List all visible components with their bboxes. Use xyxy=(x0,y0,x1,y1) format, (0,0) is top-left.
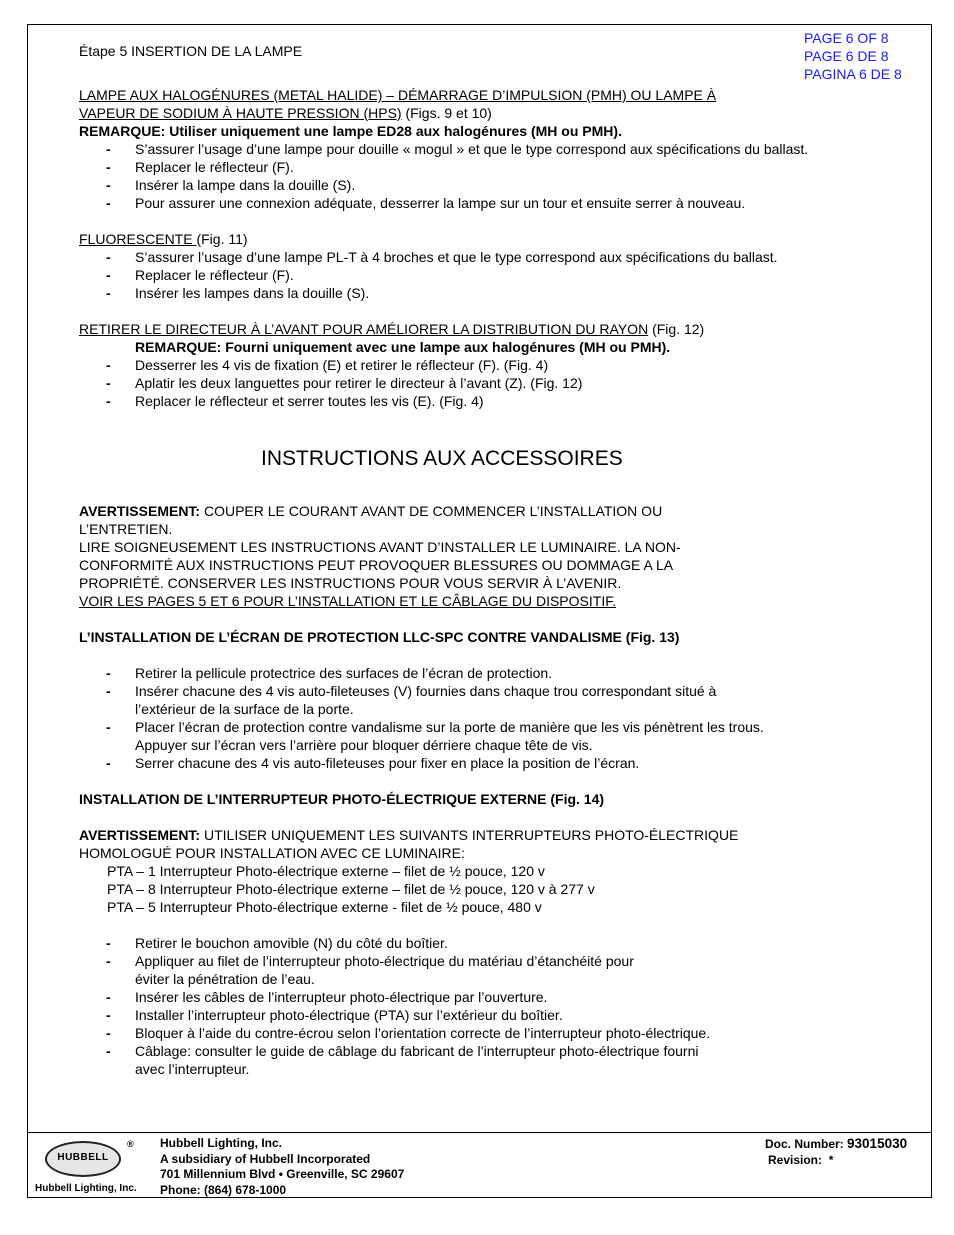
list-item: - Appliquer au filet de l’interrupteur photo-électrique du matériau d’étanchéité pour éviter la pénétration de l’eau. xyxy=(106,953,634,987)
revision-label: Revision: xyxy=(768,1152,823,1167)
company-name: Hubbell Lighting, Inc. xyxy=(160,1136,282,1150)
step-title: Étape 5 INSERTION DE LA LAMPE xyxy=(79,43,303,59)
document-body xyxy=(79,42,849,1078)
hubbell-logo xyxy=(45,1141,125,1181)
see-pages-note: VOIR LES PAGES 5 ET 6 POUR L’INSTALLATION ET LE CÂBLAGE DU DISPOSITIF. xyxy=(79,593,617,609)
shield-heading: L’INSTALLATION DE L’ÉCRAN DE PROTECTION LLC-SPC CONTRE VANDALISME (Fig. 13) xyxy=(79,629,680,645)
list-item: - Desserrer les 4 vis de fixation (E) et retirer le réflecteur (F). (Fig. 4) xyxy=(106,357,549,373)
photo-warning-label: AVERTISSEMENT: xyxy=(79,827,201,843)
list-item: - Replacer le réflecteur (F). xyxy=(106,159,294,175)
list-item: - Insérer chacune des 4 vis auto-fileteuses (V) fournies dans chaque trou correspondant situé à l’extérieur de la surface de la porte. xyxy=(106,683,717,717)
director-note: REMARQUE: Fourni uniquement avec une lampe aux halogénures (MH ou PMH). xyxy=(135,339,671,355)
list-item: - Aplatir les deux languettes pour retirer le directeur à l’avant (Z). (Fig. 12) xyxy=(106,375,583,391)
logo-text: HUBBELL xyxy=(57,1152,109,1163)
fluor-heading: FLUORESCENTE xyxy=(79,231,197,247)
model-line: PTA – 1 Interrupteur Photo-électrique externe – filet de ½ pouce, 120 v xyxy=(107,863,545,879)
company-subsidiary: A subsidiary of Hubbell Incorporated xyxy=(160,1151,371,1166)
doc-info xyxy=(765,1136,907,1168)
model-line: PTA – 5 Interrupteur Photo-électrique externe - filet de ½ pouce, 480 v xyxy=(107,899,542,915)
page-number-fr: PAGE 6 DE 8 xyxy=(804,48,889,64)
photo-section: INSTALLATION DE L’INTERRUPTEUR PHOTO-ÉLECTRIQUE EXTERNE (Fig. 14) AVERTISSEMENT: UTILISER UNIQUEMENT LES SUIVANTS INTERRUPTEURS PHOTO-ÉLECTRIQUE HOMOLOGUÉ POUR INSTALLATION AVEC CE LUMINAIRE: PTA – 1 Interrupteur Photo-électrique externe – filet de ½ pouce, 120 v PTA – 8 Interrupteur Photo-électrique externe – filet de ½ pouce, 120 v à 277 v PTA – 5 Interrupteur Photo-électrique externe - filet de ½ pouce, 480 v - Retirer le bouchon amovible (N) du côté du boîtier. - Appliquer au filet de l’interrupteur photo-électrique du matériau d’étanchéité pour éviter la pénétration de l’eau. - Insérer les câbles de l’interrupteur photo-électrique par l’ouverture. - Installer l’interrupteur photo-électrique (PTA) sur l’extérieur du boîtier. - Bloquer à l’aide du contre-écrou selon l’orientation correcte de l’interrupteur photo-électrique. - Câblage: consulter le guide de câblage du fabricant de l’interrupteur photo-électrique fourni avec l’interrupteur. xyxy=(79,790,849,1078)
doc-number-label: Doc. Number: xyxy=(765,1137,844,1151)
page-number-es: PAGINA 6 DE 8 xyxy=(804,66,902,82)
list-item: - Installer l’interrupteur photo-électrique (PTA) sur l’extérieur du boîtier. xyxy=(106,1007,563,1023)
list-item: - S’assurer l’usage d’une lampe pour douille « mogul » et que le type correspond aux spécifications du ballast. xyxy=(106,141,809,157)
list-item: - Replacer le réflecteur (F). xyxy=(106,267,294,283)
mh-note: REMARQUE: Utiliser uniquement une lampe ED28 aux halogénures (MH ou PMH). xyxy=(79,123,622,139)
list-item: - Retirer la pellicule protectrice des surfaces de l’écran de protection. xyxy=(106,665,553,681)
list-item: - Insérer les lampes dans la douille (S). xyxy=(106,285,370,301)
list-item: - Insérer les câbles de l’interrupteur photo-électrique par l’ouverture. xyxy=(106,989,548,1005)
doc-number: 93015030 xyxy=(847,1136,908,1151)
page-number-en: PAGE 6 OF 8 xyxy=(804,30,889,46)
list-item: - Serrer chacune des 4 vis auto-fileteuses pour fixer en place la position de l’écran. xyxy=(106,755,640,771)
list-item: - Retirer le bouchon amovible (N) du côté du boîtier. xyxy=(106,935,448,951)
company-phone: Phone: (864) 678-1000 xyxy=(160,1182,287,1197)
director-heading: RETIRER LE DIRECTEUR À L’AVANT POUR AMÉLIORER LA DISTRIBUTION DU RAYON xyxy=(79,321,649,337)
revision-value: * xyxy=(828,1152,834,1167)
list-item: - Insérer la lampe dans la douille (S). xyxy=(106,177,356,193)
company-info xyxy=(160,1136,404,1198)
list-item: - Replacer le réflecteur et serrer toutes les vis (E). (Fig. 4) xyxy=(106,393,484,409)
company-address: 701 Millennium Blvd • Greenville, SC 29607 xyxy=(160,1167,405,1181)
fluor-section: FLUORESCENTE (Fig. 11) - S’assurer l’usage d’une lampe PL-T à 4 broches et que le type correspond aux spécifications du ballast. - Replacer le réflecteur (F). - Insérer les lampes dans la douille (S). xyxy=(79,230,849,302)
list-item: - Bloquer à l’aide du contre-écrou selon l’orientation correcte de l’interrupteur photo-électrique. xyxy=(106,1025,711,1041)
registered-mark: ® xyxy=(127,1139,134,1149)
list-item: - Pour assurer une connexion adéquate, desserrer la lampe sur un tour et ensuite serrer à nouveau. xyxy=(106,195,746,211)
shield-section xyxy=(79,628,849,772)
mh-heading-ref: (Figs. 9 et 10) xyxy=(401,105,492,121)
list-item: - Câblage: consulter le guide de câblage du fabricant de l’interrupteur photo-électrique fourni avec l’interrupteur. xyxy=(106,1043,699,1077)
list-item: - S’assurer l’usage d’une lampe PL-T à 4 broches et que le type correspond aux spécifications du ballast. xyxy=(106,249,778,265)
photo-heading: INSTALLATION DE L’INTERRUPTEUR PHOTO-ÉLECTRIQUE EXTERNE (Fig. 14) xyxy=(79,791,605,807)
mh-heading-line1: LAMPE AUX HALOGÉNURES (METAL HALIDE) – DÉMARRAGE D’IMPULSION (PMH) OU LAMPE À xyxy=(79,87,717,103)
page-footer xyxy=(27,1132,932,1199)
mh-heading-line2: VAPEUR DE SODIUM À HAUTE PRESSION (HPS) xyxy=(79,105,402,121)
accessories-title: INSTRUCTIONS AUX ACCESSOIRES xyxy=(261,447,623,470)
warning-block: AVERTISSEMENT: COUPER LE COURANT AVANT DE COMMENCER L’INSTALLATION OU L’ENTRETIEN. LIRE SOIGNEUSEMENT LES INSTRUCTIONS AVANT D’INSTALLER LE LUMINAIRE. LA NON- CONFORMITÉ AUX INSTRUCTIONS PEUT PROVOQUER BLESSURES OU DOMMAGE A LA PROPRIÉTÉ. CONSERVER LES INSTRUCTIONS POUR VOUS SERVIR À L’AVENIR. VOIR LES PAGES 5 ET 6 POUR L’INSTALLATION ET LE CÂBLAGE DU DISPOSITIF. xyxy=(79,502,849,610)
director-section: RETIRER LE DIRECTEUR À L’AVANT POUR AMÉLIORER LA DISTRIBUTION DU RAYON (Fig. 12) REMARQUE: Fourni uniquement avec une lampe aux halogénures (MH ou PMH). - Desserrer les 4 vis de fixation (E) et retirer le réflecteur (F). (Fig. 4) - Aplatir les deux languettes pour retirer le directeur à l’avant (Z). (Fig. 12) - Replacer le réflecteur et serrer toutes les vis (E). (Fig. 4) xyxy=(79,320,849,410)
list-item: - Placer l’écran de protection contre vandalisme sur la porte de manière que les vis pénètrent les trous. Appuyer sur l’écran vers l’arrière pour bloquer dérriere chaque tête de vis. xyxy=(106,719,764,753)
mh-section xyxy=(79,86,849,212)
model-line: PTA – 8 Interrupteur Photo-électrique externe – filet de ½ pouce, 120 v à 277 v xyxy=(107,881,595,897)
warning-label: AVERTISSEMENT: xyxy=(79,503,201,519)
logo-caption: Hubbell Lighting, Inc. xyxy=(35,1183,137,1194)
